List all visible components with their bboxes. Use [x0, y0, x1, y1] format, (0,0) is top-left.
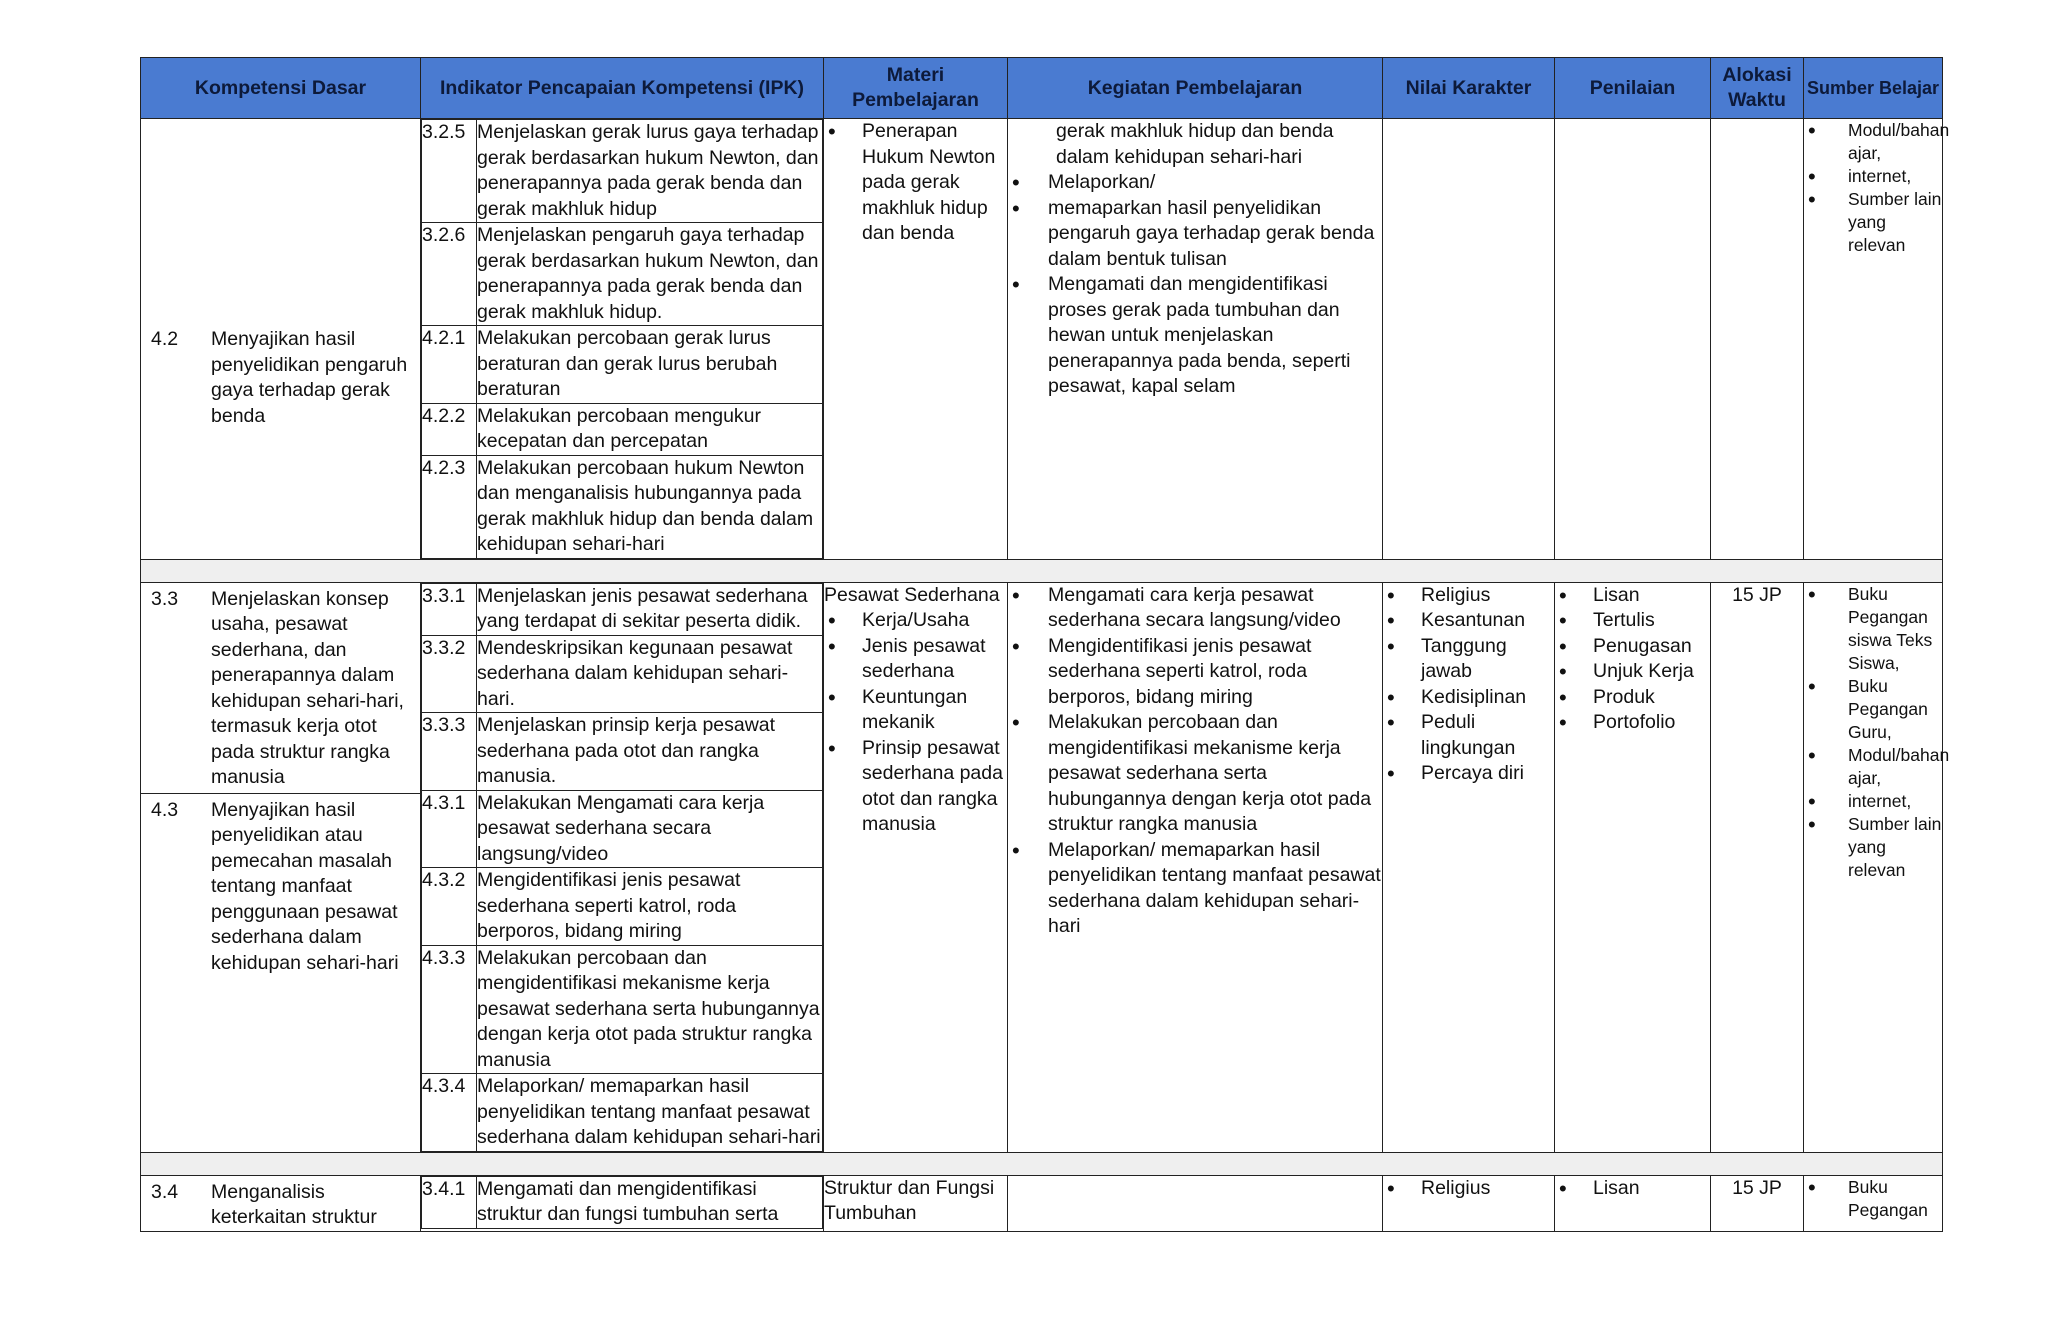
materi-cell	[824, 1175, 1008, 1231]
ipk-cell	[421, 1175, 824, 1231]
ipk-row	[422, 223, 823, 326]
penilaian-item: • Unjuk Kerja	[1555, 659, 1710, 685]
rpp-table	[140, 57, 1950, 1232]
nilai-cell	[1383, 1175, 1555, 1231]
kd-text: Menganalisis keterkaitan struktur	[211, 1180, 377, 1228]
kegiatan-item: • Mengamati dan mengidentifikasi proses gerak pada tumbuhan dan hewan untuk menjelaskan penerapannya pada benda, seperti pesawat, kapal selam	[1008, 272, 1382, 400]
ipk-text: Melakukan Mengamati cara kerja pesawat sederhana secara langsung/video	[477, 790, 823, 868]
kegiatan-item: • Melakukan percobaan dan mengidentifikasi mekanisme kerja pesawat sederhana serta hubungannya dengan kerja otot pada struktur rangka manusia	[1008, 710, 1382, 838]
ipk-number: 3.2.6	[422, 223, 477, 326]
ipk-text: Melakukan percobaan gerak lurus beraturan dan gerak lurus berubah beraturan	[477, 326, 823, 404]
ipk-row	[422, 868, 823, 946]
sumber-item: • Sumber lain yang relevan	[1804, 188, 1942, 257]
header-kegiatan: Kegiatan Pembelajaran	[1008, 58, 1383, 119]
materi-cell	[824, 119, 1008, 560]
ipk-list	[421, 1176, 823, 1229]
ipk-number: 3.3.1	[422, 583, 477, 635]
separator-row	[141, 1152, 1943, 1175]
ipk-number: 3.3.2	[422, 635, 477, 713]
penilaian-cell	[1555, 582, 1711, 1152]
alokasi-cell: 15 JP	[1711, 582, 1804, 1152]
penilaian-cell	[1555, 1175, 1711, 1231]
ipk-number: 4.2.1	[422, 326, 477, 404]
kegiatan-cell	[1008, 119, 1383, 560]
sumber-item: • Sumber lain yang relevan	[1804, 813, 1942, 882]
ipk-row	[422, 635, 823, 713]
nilai-item: • Religius	[1383, 1176, 1554, 1202]
nilai-item: • Religius	[1383, 583, 1554, 609]
ipk-cell	[421, 119, 824, 560]
kd-cell	[141, 582, 421, 1152]
sumber-item: • Modul/bahan ajar,	[1804, 744, 1942, 790]
materi-item: • Prinsip pesawat sederhana pada otot dan rangka manusia	[824, 736, 1007, 838]
kegiatan-list	[1008, 170, 1382, 400]
kd-cell	[141, 1175, 421, 1231]
ipk-number: 4.2.2	[422, 403, 477, 455]
ipk-row	[422, 583, 823, 635]
sumber-item: • Buku Pegangan	[1804, 1176, 1942, 1222]
penilaian-item: • Lisan	[1555, 1176, 1710, 1202]
ipk-text: Melakukan percobaan mengukur kecepatan dan percepatan	[477, 403, 823, 455]
ipk-text: Menjelaskan gerak lurus gaya terhadap gerak berdasarkan hukum Newton, dan penerapannya pada gerak benda dan gerak makhluk hidup	[477, 120, 823, 223]
kegiatan-item: • memaparkan hasil penyelidikan pengaruh gaya terhadap gerak benda dalam bentuk tulisan	[1008, 196, 1382, 273]
sumber-cell	[1804, 119, 1950, 560]
nilai-list	[1383, 583, 1554, 787]
ipk-number: 4.3.1	[422, 790, 477, 868]
ipk-list	[421, 119, 823, 559]
sumber-list	[1804, 119, 1950, 257]
kegiatan-cell	[1008, 582, 1383, 1152]
ipk-text: Menjelaskan prinsip kerja pesawat sederhana pada otot dan rangka manusia.	[477, 713, 823, 791]
penilaian-item: • Portofolio	[1555, 710, 1710, 736]
header-sumber-belajar: Sumber Belajar	[1804, 58, 1943, 119]
ipk-number: 3.4.1	[422, 1176, 477, 1228]
penilaian-item: • Produk	[1555, 685, 1710, 711]
ipk-text: Mendeskripsikan kegunaan pesawat sederhana dalam kehidupan sehari-hari.	[477, 635, 823, 713]
ipk-row	[422, 403, 823, 455]
header-ipk: Indikator Pencapaian Kompetensi (IPK)	[421, 58, 824, 119]
ipk-text: Melaporkan/ memaparkan hasil penyelidikan tentang manfaat pesawat sederhana dalam kehidupan sehari-hari	[477, 1074, 823, 1152]
nilai-item: • Tanggung jawab	[1383, 634, 1554, 685]
ipk-row	[422, 790, 823, 868]
separator-cell	[141, 1152, 1943, 1175]
table-row	[141, 119, 1943, 560]
materi-item: • Jenis pesawat sederhana	[824, 634, 1007, 685]
penilaian-item: • Tertulis	[1555, 608, 1710, 634]
materi-item: • Kerja/Usaha	[824, 608, 1007, 634]
header-nilai-karakter: Nilai Karakter	[1383, 58, 1555, 119]
penilaian-item: • Penugasan	[1555, 634, 1710, 660]
ipk-row	[422, 713, 823, 791]
kd-item	[141, 323, 420, 429]
sumber-item: • Buku Pegangan siswa Teks Siswa,	[1804, 583, 1942, 675]
materi-item: • Penerapan Hukum Newton pada gerak makhluk hidup dan benda	[824, 119, 1007, 247]
nilai-list	[1383, 1176, 1554, 1202]
ipk-number: 4.3.2	[422, 868, 477, 946]
ipk-number: 4.2.3	[422, 455, 477, 558]
sumber-list	[1804, 1176, 1942, 1222]
header-row	[141, 58, 1943, 119]
penilaian-list	[1555, 1176, 1710, 1202]
separator-cell	[141, 559, 1943, 582]
kd-cell	[141, 119, 421, 560]
ipk-text: Menjelaskan jenis pesawat sederhana yang terdapat di sekitar peserta didik.	[477, 583, 823, 635]
materi-title: Struktur dan Fungsi Tumbuhan	[824, 1176, 995, 1224]
ipk-number: 3.2.5	[422, 120, 477, 223]
header-kompetensi-dasar: Kompetensi Dasar	[141, 58, 421, 119]
ipk-number: 4.3.4	[422, 1074, 477, 1152]
ipk-text: Menjelaskan pengaruh gaya terhadap gerak berdasarkan hukum Newton, dan penerapannya pada gerak benda dan gerak makhluk hidup.	[477, 223, 823, 326]
ipk-row	[422, 945, 823, 1074]
ipk-row	[422, 326, 823, 404]
kegiatan-lead: gerak makhluk hidup dan benda dalam kehidupan sehari-hari	[1056, 120, 1334, 168]
nilai-item: • Percaya diri	[1383, 761, 1554, 787]
kegiatan-list	[1008, 583, 1382, 940]
kegiatan-item: • Melaporkan/	[1008, 170, 1382, 196]
ipk-number: 3.3.3	[422, 713, 477, 791]
kd-item	[141, 583, 420, 794]
sumber-item: • internet,	[1804, 790, 1942, 813]
nilai-cell	[1383, 582, 1555, 1152]
penilaian-cell	[1555, 119, 1711, 560]
materi-list	[824, 119, 1007, 247]
kegiatan-item: • Melaporkan/ memaparkan hasil penyelidikan tentang manfaat pesawat sederhana dalam kehidupan sehari-hari	[1008, 838, 1382, 940]
materi-cell	[824, 582, 1008, 1152]
nilai-cell	[1383, 119, 1555, 560]
ipk-number: 4.3.3	[422, 945, 477, 1074]
penilaian-list	[1555, 583, 1710, 736]
ipk-row	[422, 120, 823, 223]
sumber-item: • internet,	[1804, 165, 1942, 188]
kd-text: Menyajikan hasil penyelidikan pengaruh gaya terhadap gerak benda	[211, 328, 408, 427]
sumber-item: • Buku Pegangan Guru,	[1804, 675, 1942, 744]
kd-number: 3.4	[151, 1180, 179, 1203]
ipk-row	[422, 455, 823, 558]
sumber-cell	[1804, 1175, 1943, 1231]
penilaian-item: • Lisan	[1555, 583, 1710, 609]
sumber-cell	[1804, 582, 1950, 1152]
materi-list	[824, 608, 1007, 838]
materi-item: • Keuntungan mekanik	[824, 685, 1007, 736]
kd-text: Menyajikan hasil penyelidikan atau pemecahan masalah tentang manfaat penggunaan pesawat sederhana dalam kehidupan sehari-hari	[211, 798, 399, 974]
kd-item	[141, 794, 420, 977]
separator-row	[141, 559, 1943, 582]
table-row	[141, 582, 1943, 1152]
ipk-cell	[421, 582, 824, 1152]
kd-number: 4.2	[151, 328, 179, 350]
kegiatan-item: • Mengamati cara kerja pesawat sederhana secara langsung/video	[1008, 583, 1382, 634]
header-penilaian: Penilaian	[1555, 58, 1711, 119]
kegiatan-cell	[1008, 1175, 1383, 1231]
alokasi-cell	[1711, 119, 1804, 560]
ipk-list	[421, 583, 823, 1152]
materi-title: Pesawat Sederhana	[824, 583, 1000, 606]
ipk-text: Mengamati dan mengidentifikasi struktur dan fungsi tumbuhan serta	[477, 1176, 823, 1228]
ipk-text: Melakukan percobaan hukum Newton dan menganalisis hubungannya pada gerak makhluk hidup dan benda dalam kehidupan sehari-hari	[477, 455, 823, 558]
kd-text: Menjelaskan konsep usaha, pesawat sederhana, dan penerapannya dalam kehidupan sehari-hari, termasuk kerja otot pada struktur rangka manusia	[211, 587, 404, 788]
ipk-text: Melakukan percobaan dan mengidentifikasi mekanisme kerja pesawat sederhana serta hubungannya dengan kerja otot pada struktur rangka manusia	[477, 945, 823, 1074]
ipk-row	[422, 1176, 823, 1228]
table-row	[141, 1175, 1943, 1231]
ipk-text: Mengidentifikasi jenis pesawat sederhana seperti katrol, roda berporos, bidang miring	[477, 868, 823, 946]
nilai-item: • Kedisiplinan	[1383, 685, 1554, 711]
sumber-list	[1804, 583, 1950, 882]
sumber-item: • Modul/bahan ajar,	[1804, 119, 1942, 165]
kd-number: 4.3	[151, 798, 179, 821]
header-alokasi-waktu: Alokasi Waktu	[1711, 58, 1804, 119]
ipk-row	[422, 1074, 823, 1152]
kd-number: 3.3	[151, 587, 179, 610]
nilai-item: • Kesantunan	[1383, 608, 1554, 634]
header-materi: Materi Pembelajaran	[824, 58, 1008, 119]
alokasi-cell: 15 JP	[1711, 1175, 1804, 1231]
nilai-item: • Peduli lingkungan	[1383, 710, 1554, 761]
kd-item	[141, 1176, 420, 1231]
kegiatan-item: • Mengidentifikasi jenis pesawat sederhana seperti katrol, roda berporos, bidang miring	[1008, 634, 1382, 711]
